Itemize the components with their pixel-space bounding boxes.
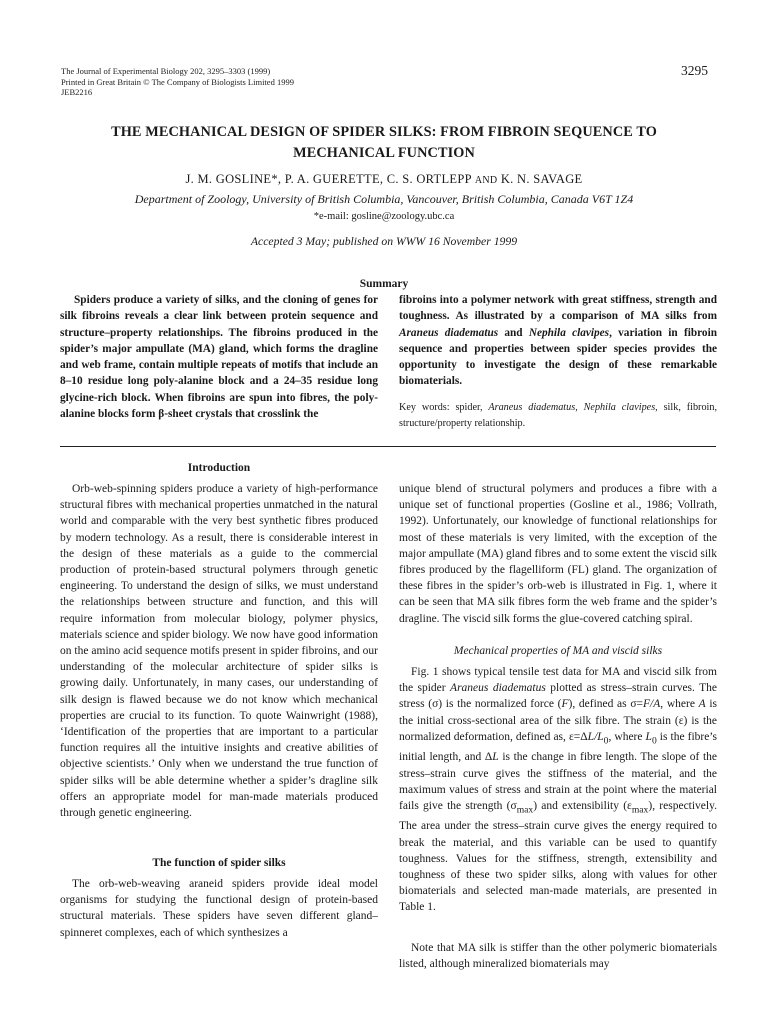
summary-species-1: Araneus diadematus (399, 326, 499, 339)
summary-left-text-a: Spiders produce a variety of silks, and the cloning of genes for silk fibroins reveals a clear link between protein sequence and structure–property relationships. The fibroins produced in the spider’s major ampullate (MA) gland, which forms the dragline and web frame, contain multiple repeats of motifs that include an 8–10 residue long poly-alanine block and a 24–35 residue long glycine-rich block. When fibroins are spun into fibres, the poly-alanine blocks form (60, 294, 378, 421)
p2-text-d: , where (660, 698, 699, 711)
function-paragraph: The orb-web-weaving araneid spiders provide ideal model organisms for studying the functional design of protein-based structural materials. These spiders have seven different gland–spinneret complexes, each of which synthesizes a (60, 878, 378, 939)
function-heading: The function of spider silks (152, 857, 286, 869)
summary-beta-symbol: β (158, 408, 165, 421)
p2-text-j: ), respectively. The area under the stress–strain curve gives the energy required to break the material, and this variable can be used to quantify toughness. Values for the stiffness, strength, extensibility and toughness of these two spider silks, along with values for other biomaterials and selected man-made materials, are presented in Table 1. (399, 799, 717, 914)
p2-strain-formula: L/L (587, 730, 604, 743)
p2-stress-formula: F/A (643, 698, 661, 711)
p2-length-symbol: L (645, 730, 652, 743)
authors-main: J. M. GOSLINE*, P. A. GUERETTE, C. S. ORTLEPP (185, 172, 472, 186)
keywords-sep: , (575, 402, 584, 413)
author-email[interactable]: *e-mail: gosline@zoology.ubc.ca (313, 211, 455, 222)
affiliation: Department of Zoology, University of British Columbia, Vancouver, British Columbia, Canada V6T 1Z4 (134, 192, 634, 206)
p2-subscript-max-2: max (631, 804, 649, 816)
keywords-suffix: , silk, fibroin, structure/property relationship. (399, 402, 718, 430)
p2-text-f: , where (608, 730, 646, 743)
mechanical-properties-heading: Mechanical properties of MA and viscid silks (453, 645, 663, 657)
keyword-species-2: Nephila clavipes (583, 402, 656, 413)
p2-delta-length-symbol: L (492, 751, 499, 764)
page-number: 3295 (681, 63, 708, 78)
article-title (40, 122, 728, 164)
journal-line-3: JEB2216 (61, 87, 93, 97)
summary-species-2: Nephila clavipes (528, 326, 610, 339)
journal-line-2: Printed in Great Britain © The Company of Biologists Limited 1999 (61, 76, 294, 87)
summary-heading: Summary (359, 278, 409, 290)
journal-citation (61, 66, 294, 98)
summary-right-and: and (498, 326, 529, 339)
p2-subscript-max-1: max (516, 804, 534, 816)
introduction-paragraph: Orb-web-spinning spiders produce a variety of high-performance structural fibres with mechanical properties unmatched in the natural world and comparable with the very best synthetic fibres produced by modern technology. As a result, there is considerable interest in the design of these materials as a guide to the commercial production of protein-based structural polymers through genetic engineering. To understand the design of silks, we must understand the relationships between structure and function, and this will require information from molecular biology, polymer physics, materials science and spider biology. We now have good information on the amino acid sequence motifs present in spider fibroins, and our understanding of the molecular architecture of spider silks is growing daily. Unfortunately, in many cases, our understanding of silk design is flawed because we do not know which mechanical properties are crucial to its function. To quote Wainwright (1988), ‘Identification of the properties that are important to a particular function requires all the intuitive insights and creative abilities of objective scientists.’ Only when we understand the true function of spider silks will be able determine whether a spider’s dragline silk offers an appropriate model for man-made materials produced through genetic engineering. (60, 483, 378, 820)
summary-right-column (399, 292, 717, 390)
p2-area-symbol: A (698, 698, 706, 711)
title-line-2: MECHANICAL FUNCTION (293, 145, 475, 161)
p2-text-a: Fig. 1 shows typical tensile test data for MA and viscid silk from the spider (399, 666, 717, 695)
mechanical-properties-paragraph (399, 664, 717, 916)
continued-paragraph: unique blend of structural polymers and produces a fibre with a unique set of functional properties (Gosline et al., 1986; Vollrath, 1992). Unfortunately, our knowledge of functional relationships for most of these materials is very limited, with the exception of the major ampullate (MA) gland fibres and to some extent the viscid silk fibres produced by the flagelliform (FL) gland. The organization of these fibres in the spider’s orb-web is illustrated in Fig. 1, where it can be seen that MA silk fibres form the web frame and the spider’s dragline. The viscid silk forms the glue-covered catching spiral. (399, 483, 717, 625)
journal-line-1: The Journal of Experimental Biology 202, 3295–3303 (1999) (61, 66, 271, 76)
p2-text-h: is the change in fibre length. The slope of the stress–strain curve gives the stiffness of the material, and the maximum values of stress and strain at the point where the material fails give the strength (σ (399, 751, 717, 812)
p2-text-g: is the fibre’s initial length, and Δ (399, 730, 718, 764)
summary-right-text-a: fibroins into a polymer network with great stiffness, strength and toughness. As illustrated by a comparison of MA silks from (399, 294, 717, 323)
keyword-species-1: Araneus diadematus (488, 402, 576, 413)
p2-text-c: ), defined as σ= (568, 698, 644, 711)
stiffness-paragraph: Note that MA silk is stiffer than the other polymeric biomaterials listed, although mineralized biomaterials may (399, 942, 717, 971)
summary-left-text-b: -sheet crystals that crosslink the (164, 408, 319, 421)
p2-text-b: plotted as stress–strain curves. The stress (σ) is the normalized force ( (399, 682, 718, 711)
keywords (399, 400, 717, 433)
title-line-1: THE MECHANICAL DESIGN OF SPIDER SILKS: FROM FIBROIN SEQUENCE TO (111, 124, 657, 140)
p2-force-symbol: F (561, 698, 569, 711)
authors-last: K. N. SAVAGE (500, 172, 583, 186)
p2-subscript-0b: 0 (651, 735, 657, 747)
author-list (40, 172, 728, 187)
p2-species: Araneus diadematus (450, 682, 546, 695)
introduction-heading: Introduction (187, 462, 251, 474)
keywords-prefix: Key words: spider, (399, 402, 489, 413)
p2-text-i: ) and extensibility (ε (533, 799, 632, 812)
section-divider (60, 446, 716, 447)
p2-text-e: is the initial cross-sectional area of the silk fibre. The strain (ε) is the normalized deformation, defined as, ε=Δ (399, 698, 718, 743)
summary-right-text-b: , variation in fibroin sequence and properties between spider species provides the opportunity to investigate the design of these remarkable biomaterials. (399, 326, 718, 388)
authors-and: AND (474, 175, 498, 186)
p2-subscript-0: 0 (603, 735, 609, 747)
summary-left-column (60, 292, 378, 422)
accepted-date: Accepted 3 May; published on WWW 16 November 1999 (250, 235, 518, 248)
